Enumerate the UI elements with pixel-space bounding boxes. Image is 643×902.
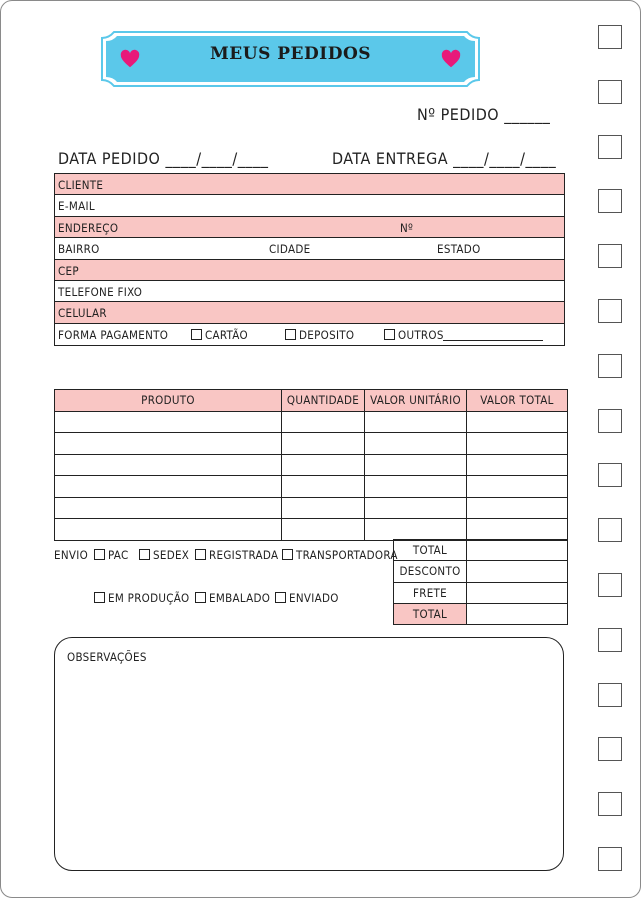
numero-label: Nº (400, 220, 414, 235)
title-banner (100, 30, 481, 88)
table-row[interactable] (55, 497, 568, 519)
table-cell[interactable] (282, 476, 365, 498)
table-cell[interactable] (365, 497, 467, 519)
cep-label: CEP (58, 263, 79, 278)
table-cell[interactable] (282, 454, 365, 476)
table-row[interactable] (55, 411, 568, 433)
binding-hole (598, 299, 622, 323)
observacoes-label: OBSERVAÇÕES (67, 650, 147, 664)
shipping-option-pac[interactable]: PAC (94, 548, 129, 562)
binding-holes (598, 25, 624, 902)
customer-info-form (54, 173, 565, 346)
table-cell[interactable] (365, 519, 467, 541)
estado-label: ESTADO (437, 242, 481, 257)
checkbox-icon[interactable] (384, 329, 395, 340)
table-cell[interactable] (55, 454, 282, 476)
totals-table (393, 539, 568, 625)
totals-row (394, 540, 568, 561)
outros-blank-line[interactable] (443, 327, 543, 341)
totals-label: DESCONTO (394, 561, 467, 582)
totals-label: TOTAL (394, 603, 467, 624)
totals-row (394, 561, 568, 582)
payment-option-deposito[interactable]: DEPOSITO (285, 328, 354, 342)
product-table-header (55, 390, 568, 412)
endereco-label: ENDEREÇO (58, 220, 119, 235)
checkbox-icon[interactable] (285, 329, 296, 340)
product-table (54, 389, 568, 541)
binding-hole (598, 792, 622, 816)
binding-hole (598, 409, 622, 433)
table-cell[interactable] (282, 519, 365, 541)
page-title: MEUS PEDIDOS (209, 44, 372, 64)
payment-option-outros[interactable]: OUTROS (384, 328, 444, 342)
checkbox-icon[interactable] (94, 592, 105, 603)
binding-hole (598, 80, 622, 104)
totals-value[interactable] (467, 603, 568, 624)
totals-value[interactable] (467, 540, 568, 561)
delivery-date-field[interactable]: DATA ENTREGA ____/____/____ (332, 149, 557, 168)
binding-hole (598, 628, 622, 652)
binding-hole (598, 463, 622, 487)
table-row[interactable] (55, 519, 568, 541)
checkbox-icon[interactable] (195, 592, 206, 603)
binding-hole (598, 25, 622, 49)
binding-hole (598, 737, 622, 761)
checkbox-icon[interactable] (275, 592, 286, 603)
table-cell[interactable] (467, 454, 568, 476)
table-cell[interactable] (467, 411, 568, 433)
checkbox-icon[interactable] (282, 549, 293, 560)
totals-value[interactable] (467, 582, 568, 603)
celular-row[interactable] (55, 302, 564, 323)
observacoes-box[interactable] (54, 637, 564, 871)
col-produto: PRODUTO (55, 390, 282, 412)
table-cell[interactable] (467, 433, 568, 455)
col-valor-unitario: VALOR UNITÁRIO (365, 390, 467, 412)
binding-hole (598, 847, 622, 871)
table-cell[interactable] (467, 497, 568, 519)
binding-hole (598, 189, 622, 213)
status-option-embalado[interactable]: EMBALADO (195, 591, 270, 605)
shipping-option-sedex[interactable]: SEDEX (139, 548, 189, 562)
status-option-em-producao[interactable]: EM PRODUÇÃO (94, 591, 189, 605)
checkbox-icon[interactable] (195, 549, 206, 560)
cliente-row[interactable] (55, 174, 564, 195)
status-option-enviado[interactable]: ENVIADO (275, 591, 339, 605)
cidade-label: CIDADE (269, 242, 311, 257)
binding-hole (598, 573, 622, 597)
table-cell[interactable] (55, 476, 282, 498)
order-date-field[interactable]: DATA PEDIDO ____/____/____ (58, 149, 269, 168)
table-row[interactable] (55, 454, 568, 476)
table-cell[interactable] (55, 411, 282, 433)
table-cell[interactable] (365, 454, 467, 476)
telefone-row[interactable] (55, 281, 564, 302)
table-cell[interactable] (365, 476, 467, 498)
col-valor-total: VALOR TOTAL (467, 390, 568, 412)
totals-label: FRETE (394, 582, 467, 603)
table-cell[interactable] (282, 433, 365, 455)
table-cell[interactable] (365, 411, 467, 433)
binding-hole (598, 135, 622, 159)
celular-label: CELULAR (58, 306, 107, 321)
bairro-row[interactable] (55, 238, 564, 259)
binding-hole (598, 518, 622, 542)
table-cell[interactable] (55, 497, 282, 519)
email-row[interactable] (55, 195, 564, 216)
table-row[interactable] (55, 476, 568, 498)
checkbox-icon[interactable] (191, 329, 202, 340)
forma-pagamento-label: FORMA PAGAMENTO (58, 327, 169, 342)
totals-row (394, 603, 568, 624)
shipping-option-transportadora[interactable]: TRANSPORTADORA (282, 548, 398, 562)
checkbox-icon[interactable] (139, 549, 150, 560)
envio-label: ENVIO (54, 548, 89, 562)
totals-row (394, 582, 568, 603)
payment-option-cartao[interactable]: CARTÃO (191, 328, 248, 342)
table-cell[interactable] (282, 497, 365, 519)
cep-row[interactable] (55, 260, 564, 281)
table-cell[interactable] (365, 433, 467, 455)
binding-hole (598, 354, 622, 378)
order-number-field[interactable]: Nº PEDIDO ______ (417, 105, 551, 124)
shipping-option-registrada[interactable]: REGISTRADA (195, 548, 278, 562)
bairro-label: BAIRRO (58, 242, 100, 257)
table-cell[interactable] (55, 519, 282, 541)
col-quantidade: QUANTIDADE (282, 390, 365, 412)
telefone-label: TELEFONE FIXO (58, 284, 143, 299)
pagamento-row (55, 324, 564, 345)
binding-hole (598, 244, 622, 268)
table-cell[interactable] (467, 476, 568, 498)
email-label: E-MAIL (58, 199, 95, 214)
totals-value[interactable] (467, 561, 568, 582)
binding-hole (598, 683, 622, 707)
table-cell[interactable] (55, 433, 282, 455)
table-row[interactable] (55, 433, 568, 455)
totals-label: TOTAL (394, 540, 467, 561)
endereco-row[interactable] (55, 217, 564, 238)
cliente-label: CLIENTE (58, 178, 104, 192)
table-cell[interactable] (282, 411, 365, 433)
table-cell[interactable] (467, 519, 568, 541)
checkbox-icon[interactable] (94, 549, 105, 560)
